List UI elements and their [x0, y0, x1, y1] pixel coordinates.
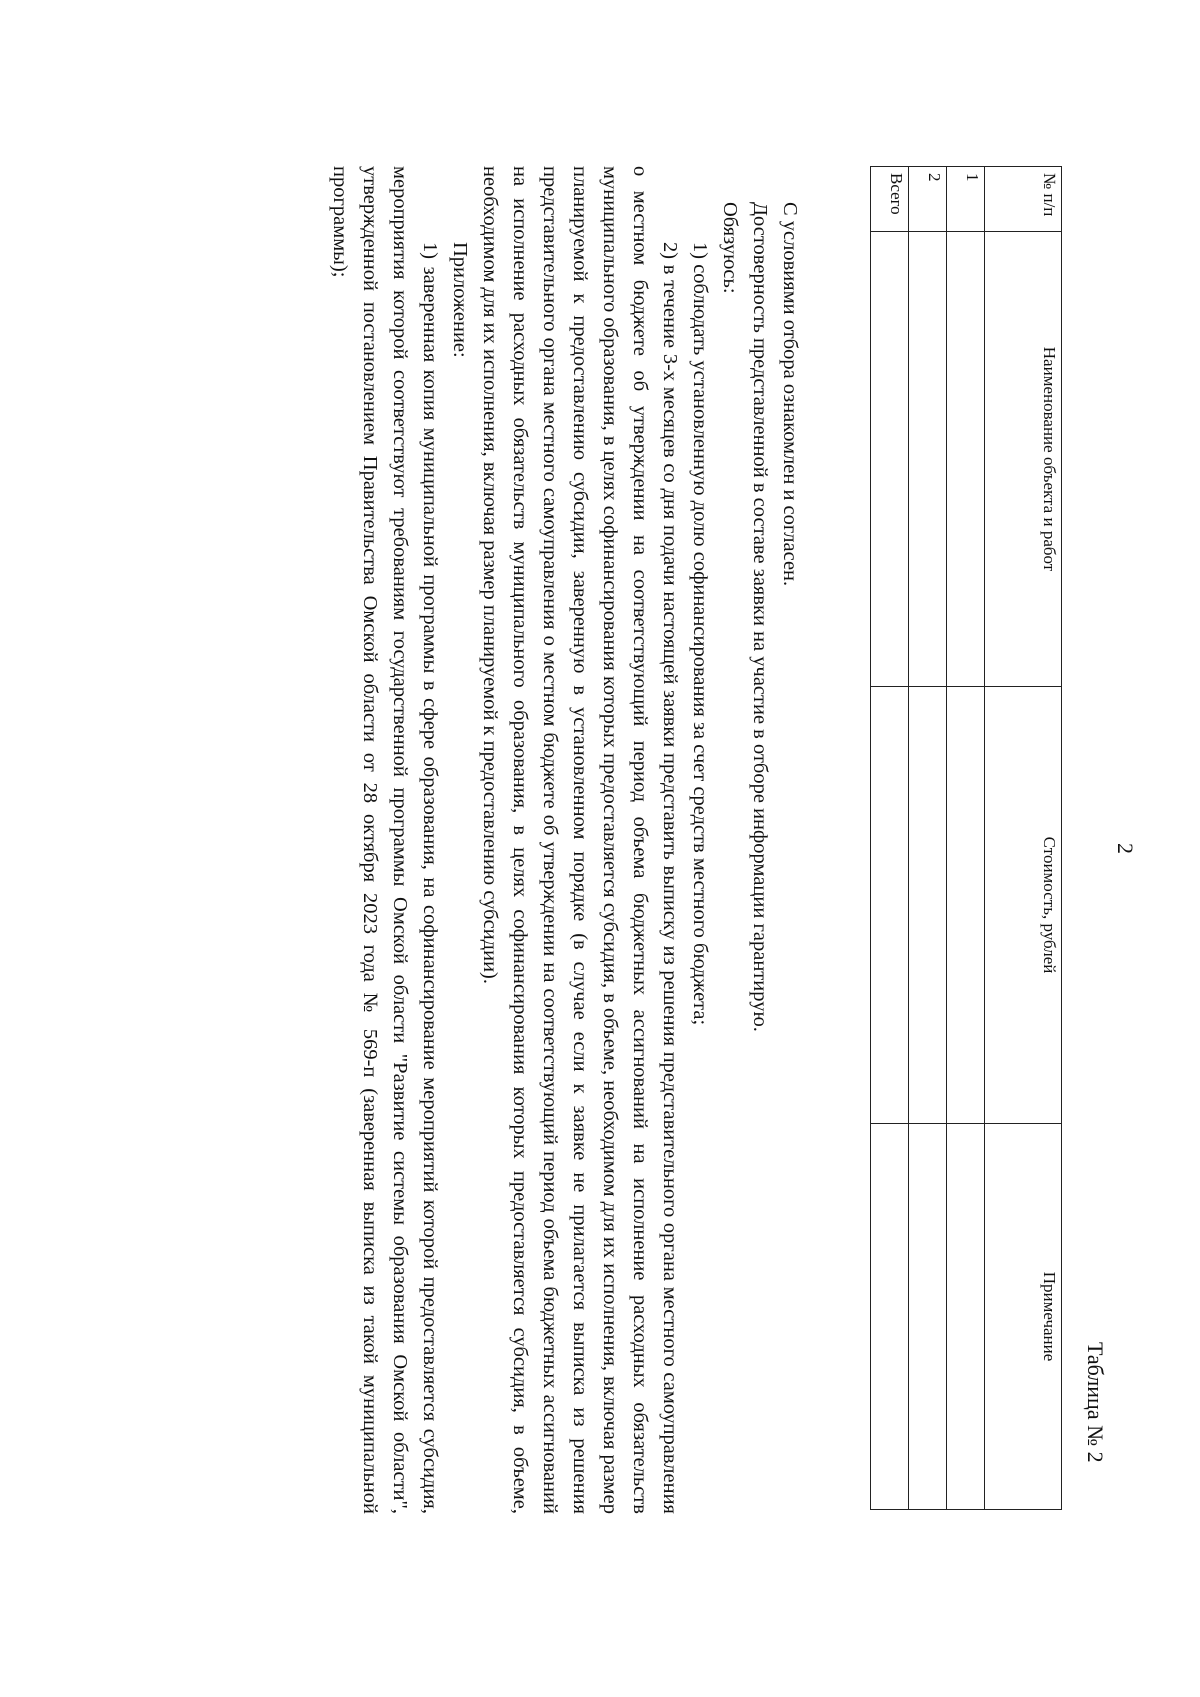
header-cell-cost: Стоимость, рублей	[985, 687, 1062, 1124]
row-2-note	[909, 1124, 947, 1510]
total-label: Всего	[871, 167, 909, 232]
row-2-number: 2	[909, 167, 947, 232]
table-row	[947, 167, 985, 1510]
total-cost	[871, 687, 909, 1124]
row-1-number: 1	[947, 167, 985, 232]
table-row	[909, 167, 947, 1510]
paragraph-obligation-2: 2) в течение 3-х месяцев со дня подачи настоящей заявки представить выписку из решения представительного органа местного самоуправления о местном бюджете об утверждении на соответствующий период объема бюджетных ассигнований на исполнение расходных обязательств муниципального образования, в целях софинансирования которых предоставляется субсидия, в объеме, необходимом для их исполнения, включая размер планируемой к предоставлению субсидии, заверенную в установленном порядке (в случае если к заявке не прилагается выписка из решения представительного органа местного самоуправления о местном бюджете об утверждении на соответствующий период объема бюджетных ассигнований на исполнение расходных обязательств муниципального образования, в целях софинансирования которых предоставляется субсидия, в объеме, необходимом для их исполнения, включая размер планируемой к предоставлению субсидии).	[479, 166, 681, 1515]
paragraph-obligation-1: 1) соблюдать установленную долю софинансирования за счет средств местного бюджета;	[689, 242, 711, 1026]
paragraph-appendix-1: 1) заверенная копия муниципальной программы в сфере образования, на софинансирование мероприятий которой предоставляется субсидия, мероприятия которой соответствуют требованиям государственной программы Омской области "Развитие системы образования Омской области", утвержденной постановлением Правительства Омской области от 28 октября 2023 года № 569-п (заверенная выписка из такой муниципальной программы);	[329, 166, 441, 1514]
body-text	[325, 166, 805, 1514]
row-1-name	[947, 232, 985, 687]
row-2-cost	[909, 687, 947, 1124]
paragraph-guarantee: Достоверность представленной в составе заявки на участие в отборе информации гарантирую.	[749, 202, 771, 1032]
row-1-note	[947, 1124, 985, 1510]
table-caption: Таблица № 2	[1083, 1342, 1108, 1463]
total-note	[871, 1124, 909, 1510]
works-table	[870, 166, 1062, 1510]
row-2-name	[909, 232, 947, 687]
total-name	[871, 232, 909, 687]
header-cell-note: Примечание	[985, 1124, 1062, 1510]
table-header-row	[985, 167, 1062, 1510]
page-number: 2	[1113, 843, 1138, 854]
paragraph-obligations-title: Обязуюсь:	[719, 202, 741, 294]
paragraph-agreement: С условиями отбора ознакомлен и согласен.	[779, 202, 801, 587]
header-cell-name: Наименование объекта и работ	[985, 232, 1062, 687]
row-1-cost	[947, 687, 985, 1124]
table-total-row	[871, 167, 909, 1510]
header-cell-number: № п/п	[985, 167, 1062, 232]
paragraph-appendix-title: Приложение:	[449, 242, 471, 358]
